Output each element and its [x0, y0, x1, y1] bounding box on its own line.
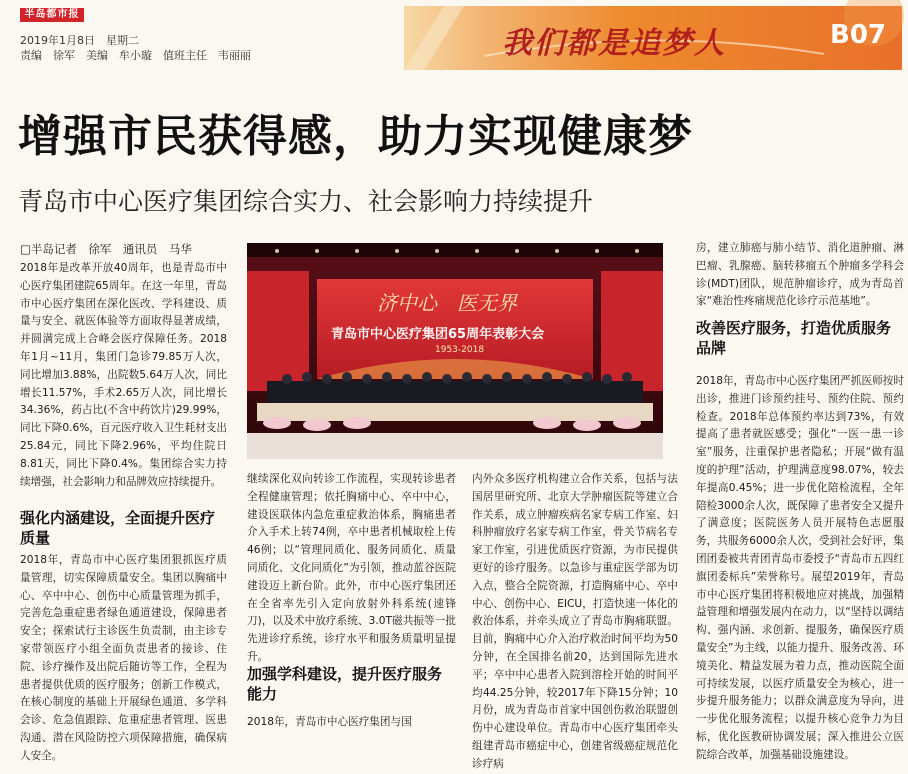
section-heading-discipline: 加强学科建设，提升医疗服务能力 [247, 665, 443, 703]
section-text-quality: 2018年，青岛市中心医疗集团狠抓医疗质量管理，切实保障质量安全。集团以胸痛中心、卒中中心、创伤中心质量管理为抓手，完善危急重症患者绿色通道建设，保障患者安全；探索试行主诊医生负责制，由主诊专家带领医疗小组全面负责患者的接诊、住院、诊疗操作及出院后随访等工作，全程为患者提供优质的医疗服务；创新工作模式，在核心制度的基础上开展绿色通道、多学科会诊、危急值跟踪、危重症患者管理、医患沟通、潜在风险防控六项保障措施，确保病人安全。 [20, 554, 227, 762]
photo-banner-years: 1953-2018 [435, 345, 485, 355]
section-heading-service: 改善医疗服务，打造优质服务品牌 [696, 319, 892, 357]
article-intro: 2018年是改革开放40周年，也是青岛市中心医疗集团建院65周年。在这一年里，青岛市中心医疗集团在深化医改、学科建设、质量与安全、就医体验等方面取得显著成绩，并圆满完成上合峰会医疗保障任务。2018年1月~11月，集团门急诊79.85万人次，同比增加3.88%，出院数5.64万人次，同比增长11.57%，手术2.65万人次，同比增长34.36%，药占比(不含中药饮片)29.99%，同比下降0.6%，百元医疗收入卫生耗材支出25.84元，同比下降2.96%，平均住院日8.81天，同比下降0.4%。集团综合实力持续增强，社会影响力和品牌效应持续提升。 [20, 262, 228, 488]
event-photo [247, 243, 663, 459]
column-4-text: 房，建立肺癌与肺小结节、消化道肿瘤、淋巴瘤、乳腺癌、脑转移瘤五个肿瘤多学科会诊(MDT)团队，规范肿瘤诊疗，成为青岛首家“难治性疼痛规范化诊疗示范基地”。 [696, 242, 904, 308]
column-2-text: 继续深化双向转诊工作流程，实现转诊患者全程健康管理；依托胸痛中心、卒中中心，建设医联体内急危重症救治体系，胸痛患者介入手术上转74例，卒中患者机械取栓上传46例；以“管理同质化、服务同质化、质量同质化、文化同质化”为引领，推动蓝谷医院建设迈上新台阶。此外，市中心医疗集团还在全省率先引入定向放射外科系统(速锋刀)，以及术中放疗系统、3.0T磁共振等一批先进诊疗系统，诊疗水平和服务质量明显提升。 [247, 473, 456, 663]
masthead-logo: 半岛都市报 [20, 8, 84, 22]
page-banner [404, 6, 902, 70]
headline: 增强市民获得感，助力实现健康梦 [18, 111, 693, 162]
section-text-service: 2018年，青岛市中心医疗集团严抓医师按时出诊，推进门诊预约挂号、预约住院、预约检查。2018年总体预约率达到73%，有效提高了患者就医感受；强化“一医一患一诊室”服务，注重保护患者隐私；开展“做有温度的护理”活动，护理满意度98.07%，较去年提高0.45%；进一步优化陪检流程，全年陪检3000余人次，既保障了患者安全又提升了满意度；医院医务人员开展特色志愿服务，共服务6000余人次，受到社会好评，集团团委被共青团青岛市委授予“青岛市五四红旗团委标兵”荣誉称号。展望2019年，青岛市中心医疗集团将积极地应对挑战，加强精益管理和增强发展内在动力，以“坚持以调结构、强内涵、求创新、提服务，确保医疗质量安全”为主线，以能力提升、服务改善、环境美化、精益发展为着力点，推动医院全面可持续发展，以医疗质量安全为核心，进一步提升服务能力；以群众满意度为导向，进一步优化服务流程；以提升核心竞争力为目标，优化医教研协调发展；深入推进公立医院综合改革，加强基础设施建设。 [696, 375, 904, 761]
section-text-discipline: 2018年，青岛市中心医疗集团与国 [247, 716, 412, 728]
byline: □半岛记者 徐军 通讯员 马华 [20, 242, 192, 256]
subheadline: 青岛市中心医疗集团综合实力、社会影响力持续提升 [18, 187, 594, 216]
photo-banner-title: 青岛市中心医疗集团65周年表彰大会 [331, 327, 545, 342]
photo-banner-calligraphy: 济中心 医无界 [377, 291, 517, 315]
banner-slogan: 我们都是追梦人 [502, 26, 726, 61]
column-3-text: 内外众多医疗机构建立合作关系，包括与法国居里研究所、北京大学肿瘤医院等建立合作关系，成立肿瘤疾病名家专病工作室、妇科肿瘤放疗名家专病工作室，骨关节病名专家工作室，引进优质医疗资源，为市民提供更好的诊疗服务。以急诊与重症医学部为切入点，整合全院资源，打造胸痛中心、卒中中心、创伤中心、EICU，打造快速一体化的救治体系，并牵头成立了青岛市胸痛联盟。目前，胸痛中心介入治疗救治时间平均为50分钟，在全国排名前20，达到国际先进水平；卒中中心患者入院到溶栓开始的时间平均44.25分钟，较2017年下降15分钟；10月份，成为青岛市首家中国创伤救治联盟创伤中心建设单位。青岛市中心医疗集团牵头组建青岛市癌症中心，创建省级癌症规范化诊疗病 [472, 473, 678, 770]
page-number: B07 [830, 20, 886, 50]
section-heading-quality: 强化内涵建设，全面提升医疗质量 [20, 509, 216, 547]
editor-credits: 责编 徐军 美编 牟小璇 值班主任 韦丽丽 [20, 49, 251, 62]
issue-date: 2019年1月8日 星期二 [20, 34, 139, 47]
